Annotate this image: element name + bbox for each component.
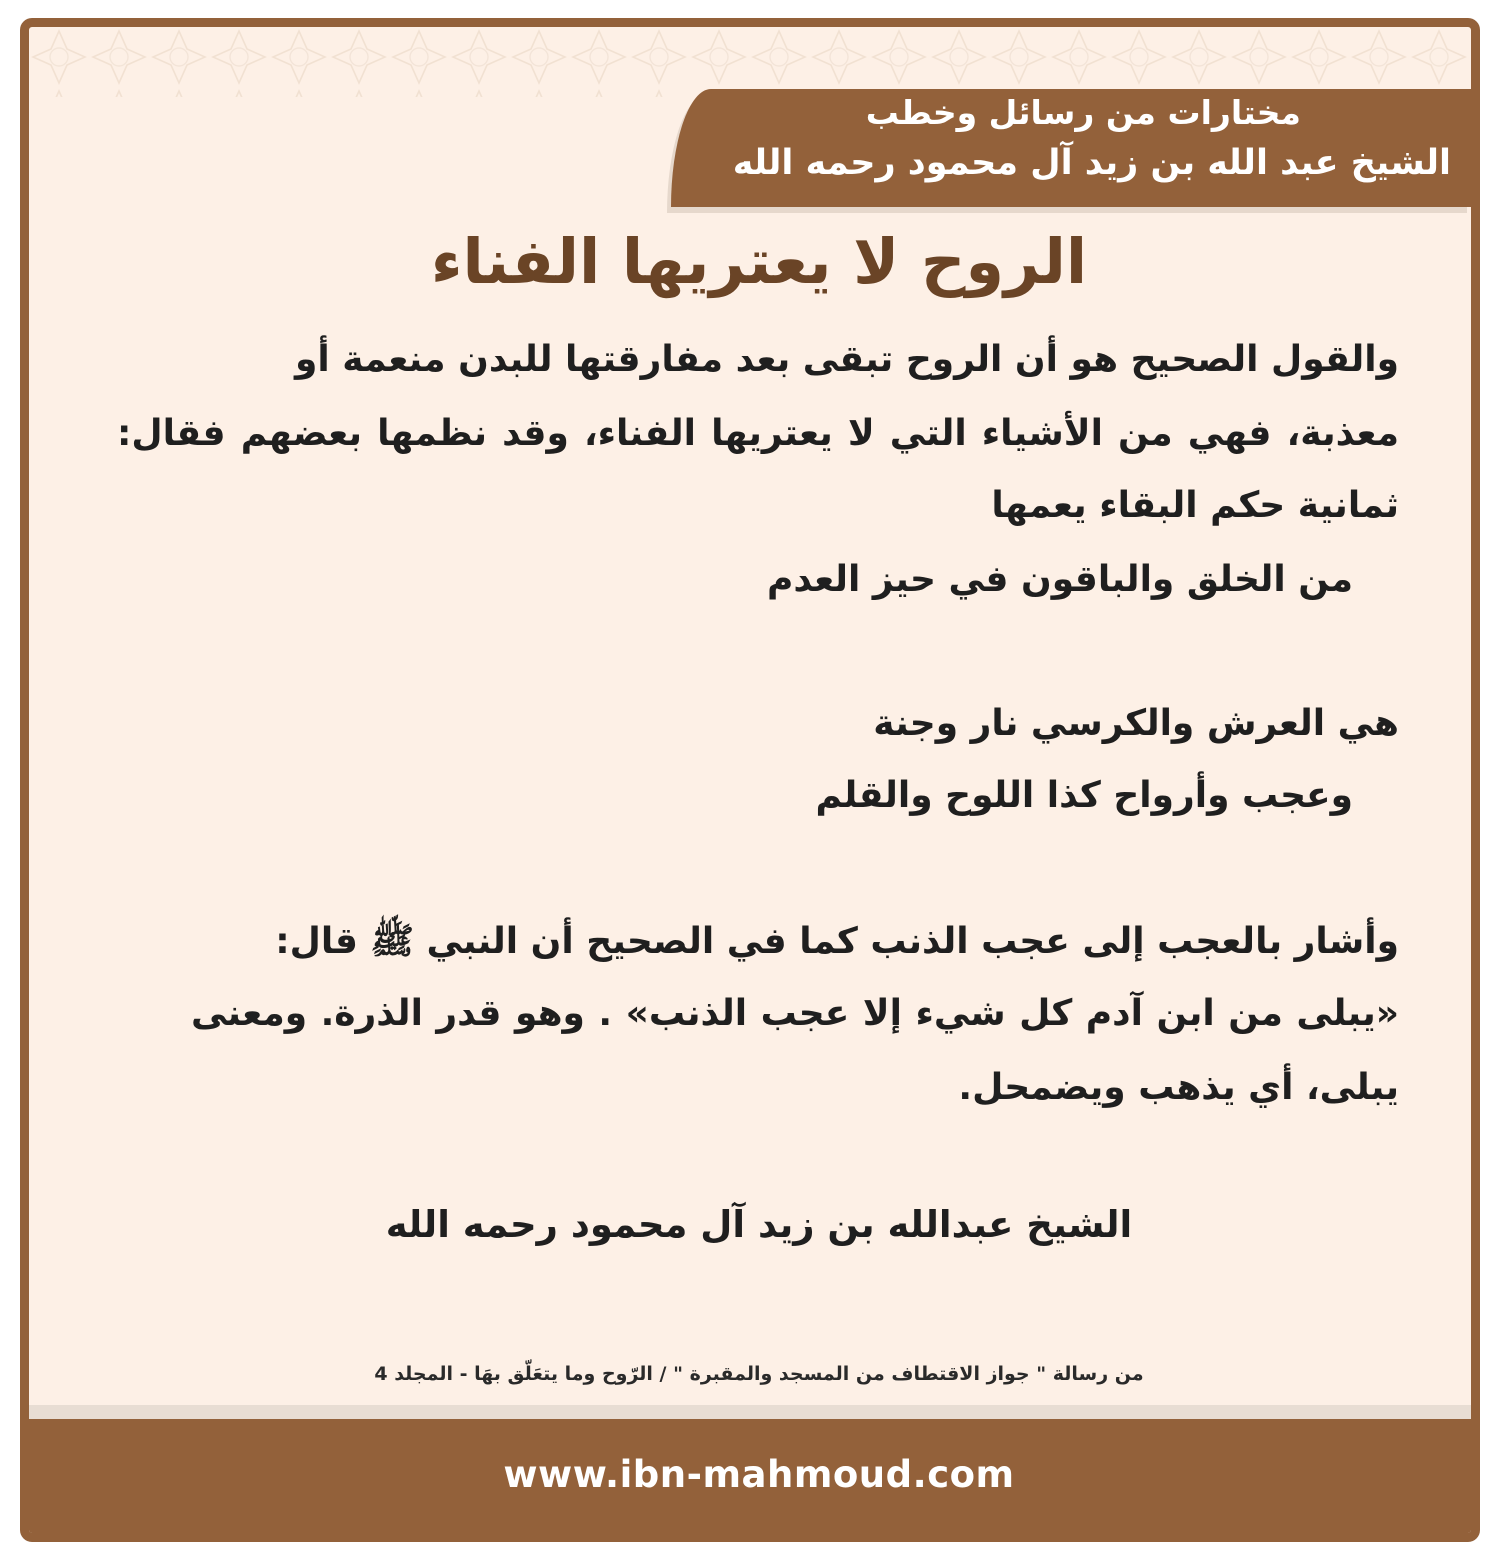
paragraph-1-line-2: معذبة، فهي من الأشياء التي لا يعتريها الفناء، وقد نظمها بعضهم فقال: — [117, 413, 1399, 454]
verse-1-second-hemistich: من الخلق والباقون في حيز العدم — [766, 559, 1353, 600]
header-banner — [671, 89, 1471, 207]
source-citation: من رسالة " جواز الاقتطاف من المسجد والمقبرة " / الرّوح وما يتعَلّق بهَا - المجلد 4 — [374, 1363, 1144, 1385]
verse-2-first-hemistich: هي العرش والكرسي نار وجنة — [873, 703, 1399, 744]
header-author-name: الشيخ عبد الله بن زيد آل محمود رحمه الله — [732, 143, 1451, 183]
header-series-title: مختارات من رسائل وخطب — [865, 93, 1301, 132]
arabesque-pattern-icon — [29, 27, 1471, 97]
paragraph-1-line-1: والقول الصحيح هو أن الروح تبقى بعد مفارقتها للبدن منعمة أو — [295, 339, 1399, 380]
verse-2-second-hemistich: وعجب وأرواح كذا اللوح والقلم — [815, 775, 1353, 816]
paragraph-2-line-2: «يبلى من ابن آدم كل شيء إلا عجب الذنب» . وهو قدر الذرة. ومعنى — [191, 993, 1399, 1034]
verse-1-first-hemistich: ثمانية حكم البقاء يعمها — [991, 485, 1399, 526]
website-link[interactable]: www.ibn-mahmoud.com — [503, 1453, 1015, 1496]
author-signature: الشيخ عبدالله بن زيد آل محمود رحمه الله — [385, 1203, 1133, 1246]
footer-divider — [29, 1405, 1480, 1419]
article-title: الروح لا يعتريها الفناء — [430, 225, 1088, 298]
quote-card — [20, 18, 1480, 1542]
footer-banner — [29, 1419, 1480, 1542]
paragraph-2-line-1: وأشار بالعجب إلى عجب الذنب كما في الصحيح أن النبي ﷺ قال: — [275, 921, 1399, 962]
paragraph-2-line-3: يبلى، أي يذهب ويضمحل. — [958, 1067, 1399, 1108]
